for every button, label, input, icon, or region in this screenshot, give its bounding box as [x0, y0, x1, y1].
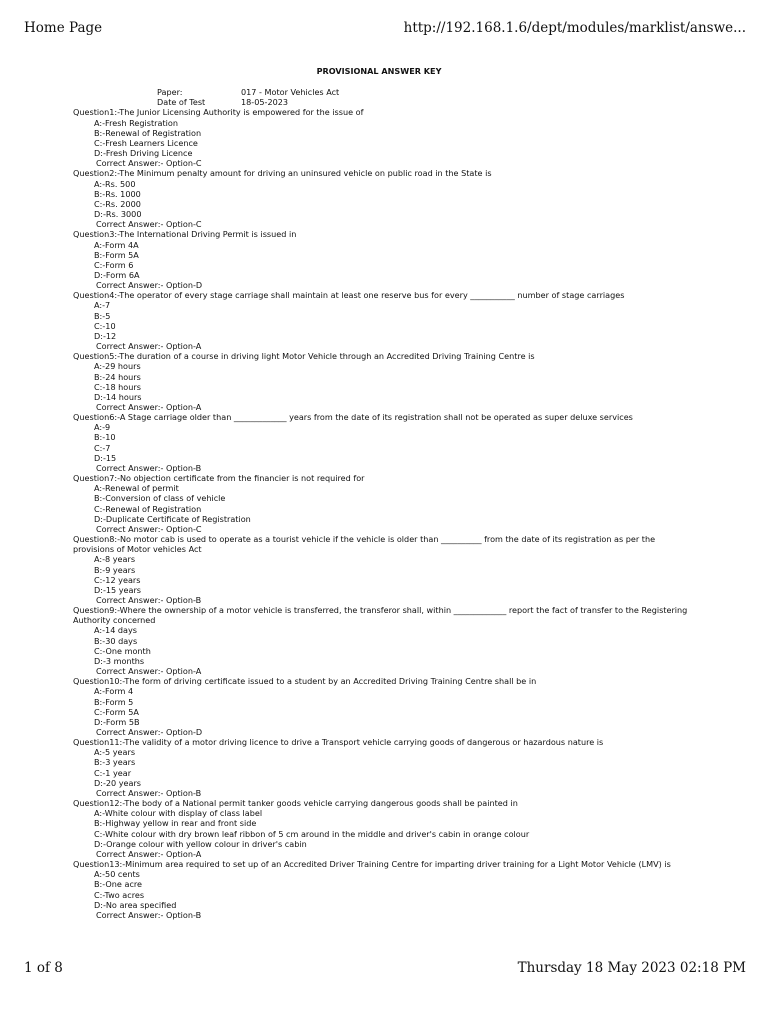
question-text: Question4:-The operator of every stage carriage shall maintain at least one reserve bus for every ___________ number of stage carriages	[73, 290, 625, 301]
answer-option: B:-Conversion of class of vehicle	[94, 493, 226, 504]
answer-option: C:-Form 5A	[94, 706, 139, 717]
question-text: Question11:-The validity of a motor driving licence to drive a Transport vehicle carrying goods of dangerous or hazardous nature is	[73, 737, 604, 748]
print-header	[24, 20, 746, 36]
answer-option: B:-One acre	[94, 879, 143, 890]
answer-option: A:-9	[94, 422, 111, 433]
question-block	[73, 534, 693, 605]
question-block	[73, 473, 693, 534]
answer-key-document	[73, 66, 693, 920]
question-text: Question7:-No objection certificate from the financier is not required for	[73, 473, 365, 484]
answer-option: C:-Form 6	[94, 259, 134, 270]
question-block	[73, 412, 693, 473]
question-text: Question12:-The body of a National permit tanker goods vehicle carrying dangerous goods shall be painted in	[73, 798, 518, 809]
header-page-title: Home Page	[24, 20, 103, 36]
answer-option: C:-White colour with dry brown leaf ribbon of 5 cm around in the middle and driver's cabin in orange colour	[94, 828, 530, 839]
print-footer	[24, 960, 746, 976]
paper-value: 017 - Motor Vehicles Act	[241, 87, 340, 98]
correct-answer: Correct Answer:- Option-A	[96, 848, 202, 859]
answer-option: D:-14 hours	[94, 391, 142, 402]
answer-option: C:-18 hours	[94, 381, 141, 392]
document-title: PROVISIONAL ANSWER KEY	[316, 66, 442, 76]
answer-option: B:-10	[94, 432, 116, 443]
question-block	[73, 229, 693, 290]
question-block	[73, 290, 693, 351]
question-list	[73, 107, 693, 920]
answer-option: A:-Rs. 500	[94, 178, 136, 189]
date-value: 18-05-2023	[241, 97, 289, 108]
correct-answer: Correct Answer:- Option-B	[96, 462, 202, 473]
answer-option: A:-Form 4	[94, 686, 134, 697]
paper-label: Paper:	[157, 87, 183, 98]
answer-option: D:-No area specified	[94, 899, 177, 910]
answer-option: D:-Rs. 3000	[94, 209, 142, 220]
answer-option: C:-Fresh Learners Licence	[94, 137, 198, 148]
answer-option: B:-5	[94, 310, 111, 321]
date-row	[157, 97, 693, 107]
answer-option: D:-Form 5B	[94, 716, 140, 727]
answer-option: D:-Fresh Driving Licence	[94, 148, 193, 159]
question-text: Question10:-The form of driving certificate issued to a student by an Accredited Driving Training Centre shall be in	[73, 676, 537, 687]
answer-option: A:-50 cents	[94, 869, 140, 880]
answer-option: B:-Form 5A	[94, 249, 139, 260]
answer-option: A:-Form 4A	[94, 239, 139, 250]
answer-option: B:-3 years	[94, 757, 136, 768]
answer-option: C:-Renewal of Registration	[94, 503, 202, 514]
question-block	[73, 107, 693, 168]
print-datetime: Thursday 18 May 2023 02:18 PM	[517, 960, 746, 976]
answer-option: C:-Rs. 2000	[94, 198, 141, 209]
answer-option: A:-Fresh Registration	[94, 117, 178, 128]
answer-option: B:-30 days	[94, 635, 138, 646]
correct-answer: Correct Answer:- Option-C	[96, 219, 202, 230]
answer-option: C:-One month	[94, 645, 151, 656]
question-text: Question2:-The Minimum penalty amount for driving an uninsured vehicle on public road in the State is	[73, 168, 492, 179]
answer-option: B:-24 hours	[94, 371, 141, 382]
answer-option: A:-7	[94, 300, 111, 311]
answer-option: C:-1 year	[94, 767, 132, 778]
correct-answer: Correct Answer:- Option-A	[96, 341, 202, 352]
correct-answer: Correct Answer:- Option-B	[96, 909, 202, 920]
correct-answer: Correct Answer:- Option-A	[96, 666, 202, 677]
correct-answer: Correct Answer:- Option-A	[96, 402, 202, 412]
answer-option: D:-15 years	[94, 584, 142, 595]
question-block	[73, 168, 693, 229]
question-block	[73, 859, 693, 920]
answer-option: C:-Two acres	[94, 889, 145, 900]
answer-option: B:-9 years	[94, 564, 136, 575]
question-block	[73, 351, 693, 412]
answer-option: D:-3 months	[94, 655, 145, 666]
question-text: Question8:-No motor cab is used to operate as a tourist vehicle if the vehicle is older than __________ from the date of its registration as per the provisions of Motor vehicles Act	[73, 534, 656, 555]
correct-answer: Correct Answer:- Option-C	[96, 523, 202, 534]
answer-option: A:-8 years	[94, 554, 136, 565]
answer-option: D:-Duplicate Certificate of Registration	[94, 513, 251, 524]
answer-option: D:-Form 6A	[94, 269, 140, 280]
correct-answer: Correct Answer:- Option-B	[96, 787, 202, 798]
question-text: Question5:-The duration of a course in driving light Motor Vehicle through an Accredited Driving Training Centre is	[73, 351, 535, 362]
question-text: Question1:-The Junior Licensing Authority is empowered for the issue of	[73, 107, 364, 118]
question-block	[73, 737, 693, 798]
question-block	[73, 676, 693, 737]
page-number: 1 of 8	[24, 960, 63, 976]
answer-option: A:-Renewal of permit	[94, 483, 179, 494]
answer-option: D:-Orange colour with yellow colour in driver's cabin	[94, 838, 307, 849]
answer-option: B:-Highway yellow in rear and front side	[94, 818, 257, 829]
answer-option: A:-White colour with display of class label	[94, 808, 263, 819]
answer-option: A:-5 years	[94, 747, 136, 758]
question-text: Question6:-A Stage carriage older than _____________ years from the date of its registration shall not be operated as super deluxe services	[73, 412, 633, 423]
date-label: Date of Test	[157, 97, 206, 108]
answer-option: B:-Rs. 1000	[94, 188, 141, 199]
answer-option: D:-12	[94, 330, 117, 341]
answer-option: B:-Form 5	[94, 696, 134, 707]
answer-option: D:-15	[94, 452, 117, 463]
answer-option: B:-Renewal of Registration	[94, 127, 202, 138]
question-block	[73, 798, 693, 859]
answer-option: C:-10	[94, 320, 116, 331]
correct-answer: Correct Answer:- Option-B	[96, 594, 202, 605]
answer-option: C:-12 years	[94, 574, 141, 585]
answer-option: A:-14 days	[94, 625, 138, 636]
correct-answer: Correct Answer:- Option-D	[96, 727, 203, 737]
header-url: http://192.168.1.6/dept/modules/marklist/answe...	[403, 20, 746, 36]
answer-option: D:-20 years	[94, 777, 142, 788]
paper-row	[157, 87, 693, 97]
answer-option: C:-7	[94, 442, 111, 453]
question-block	[73, 605, 693, 676]
answer-option: A:-29 hours	[94, 361, 141, 372]
question-text: Question3:-The International Driving Permit is issued in	[73, 229, 297, 240]
question-text: Question13:-Minimum area required to set up of an Accredited Driver Training Centre for imparting driver training for a Light Motor Vehicle (LMV) is	[73, 859, 671, 870]
question-text: Question9:-Where the ownership of a motor vehicle is transferred, the transferor shall, within _____________ report the fact of transfer to the Registering Authority concerned	[73, 605, 688, 626]
correct-answer: Correct Answer:- Option-C	[96, 158, 202, 169]
correct-answer: Correct Answer:- Option-D	[96, 280, 203, 291]
